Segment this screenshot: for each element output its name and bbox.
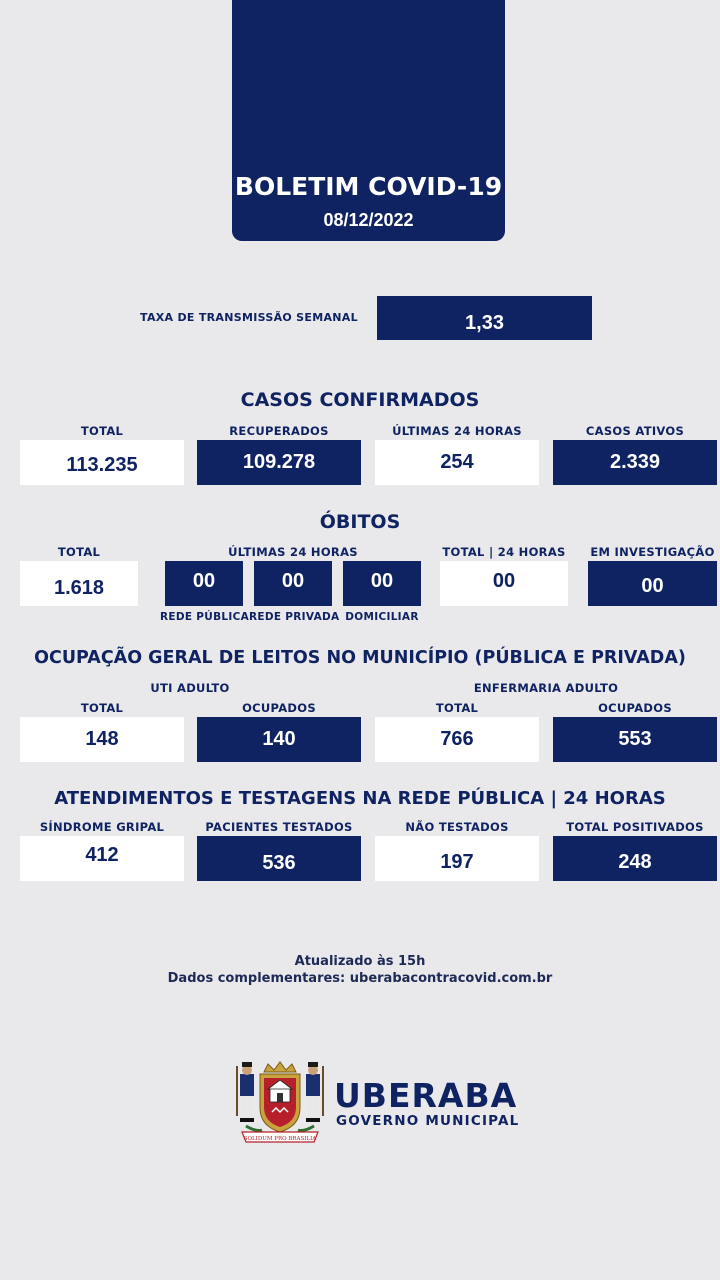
deaths-section-title: ÓBITOS [319, 511, 401, 533]
updated-text: Atualizado às 15h [294, 954, 426, 969]
beds-uti-occupied-value: 140 [197, 717, 361, 762]
beds-ward-occupied-label: OCUPADOS [598, 701, 672, 715]
deaths-total-label: TOTAL [57, 545, 101, 559]
transmission-value: 1,33 [377, 296, 592, 340]
beds-uti-total-value: 148 [20, 717, 184, 762]
deaths-investigation-label: EM INVESTIGAÇÃO [590, 545, 715, 559]
deaths-public-label: REDE PÚBLICA [160, 611, 250, 623]
beds-uti-occupied-label: OCUPADOS [242, 701, 316, 715]
beds-ward-label: ENFERMARIA ADULTO [473, 681, 619, 695]
tests-flu-value: 412 [20, 836, 184, 881]
confirmed-recovered-label: RECUPERADOS [229, 424, 329, 438]
deaths-total-value: 1.618 [20, 561, 138, 606]
transmission-label: TAXA DE TRANSMISSÃO SEMANAL [140, 311, 358, 324]
header-banner [232, 0, 505, 241]
tests-not-tested-label: NÃO TESTADOS [405, 820, 509, 834]
tests-tested-label: PACIENTES TESTADOS [205, 820, 353, 834]
tests-tested-value: 536 [197, 836, 361, 881]
confirmed-recovered-value: 109.278 [197, 440, 361, 485]
right-soldier-figure [306, 1062, 324, 1122]
deaths-private-label: REDE PRIVADA [249, 611, 340, 623]
beds-uti-total-label: TOTAL [80, 701, 124, 715]
confirmed-total-value: 113.235 [20, 440, 184, 485]
confirmed-active-value: 2.339 [553, 440, 717, 485]
tests-section-title: ATENDIMENTOS E TESTAGENS NA REDE PÚBLICA | 24 HORAS [54, 788, 666, 809]
beds-ward-occupied-value: 553 [553, 717, 717, 762]
coat-of-arms-logo [232, 1060, 328, 1146]
left-soldier-figure [236, 1062, 254, 1122]
deaths-home-value: 00 [343, 561, 421, 606]
beds-ward-total-label: TOTAL [435, 701, 479, 715]
logo-subtitle: GOVERNO MUNICIPAL [336, 1113, 520, 1129]
beds-uti-label: UTI ADULTO [150, 681, 230, 695]
tests-flu-label: SÍNDROME GRIPAL [39, 820, 165, 834]
tests-positive-label: TOTAL POSITIVADOS [566, 820, 704, 834]
confirmed-active-label: CASOS ATIVOS [585, 424, 685, 438]
beds-ward-total-value: 766 [375, 717, 539, 762]
deaths-public-value: 00 [165, 561, 243, 606]
deaths-home-label: DOMICILIAR [345, 611, 419, 623]
bulletin-date: 08/12/2022 [323, 210, 414, 230]
confirmed-last24-value: 254 [375, 440, 539, 485]
deaths-total24-label: TOTAL | 24 HORAS [442, 545, 566, 559]
deaths-total24-value: 00 [440, 561, 568, 606]
deaths-last24-label: ÚLTIMAS 24 HORAS [228, 545, 358, 559]
svg-text:SOLIDUM PRO BRASILIA: SOLIDUM PRO BRASILIA [243, 1136, 317, 1142]
more-info-text: Dados complementares: uberabacontracovid.com.br [167, 971, 553, 986]
beds-section-title: OCUPAÇÃO GERAL DE LEITOS NO MUNICÍPIO (PÚBLICA E PRIVADA) [34, 648, 686, 668]
confirmed-section-title: CASOS CONFIRMADOS [240, 389, 480, 411]
bulletin-title: BOLETIM COVID-19 [234, 172, 503, 201]
deaths-private-value: 00 [254, 561, 332, 606]
confirmed-last24-label: ÚLTIMAS 24 HORAS [392, 424, 522, 438]
tests-positive-value: 248 [553, 836, 717, 881]
tests-not-tested-value: 197 [375, 836, 539, 881]
logo-city-name: UBERABA [334, 1076, 518, 1115]
confirmed-total-label: TOTAL [80, 424, 124, 438]
deaths-investigation-value: 00 [588, 561, 717, 606]
